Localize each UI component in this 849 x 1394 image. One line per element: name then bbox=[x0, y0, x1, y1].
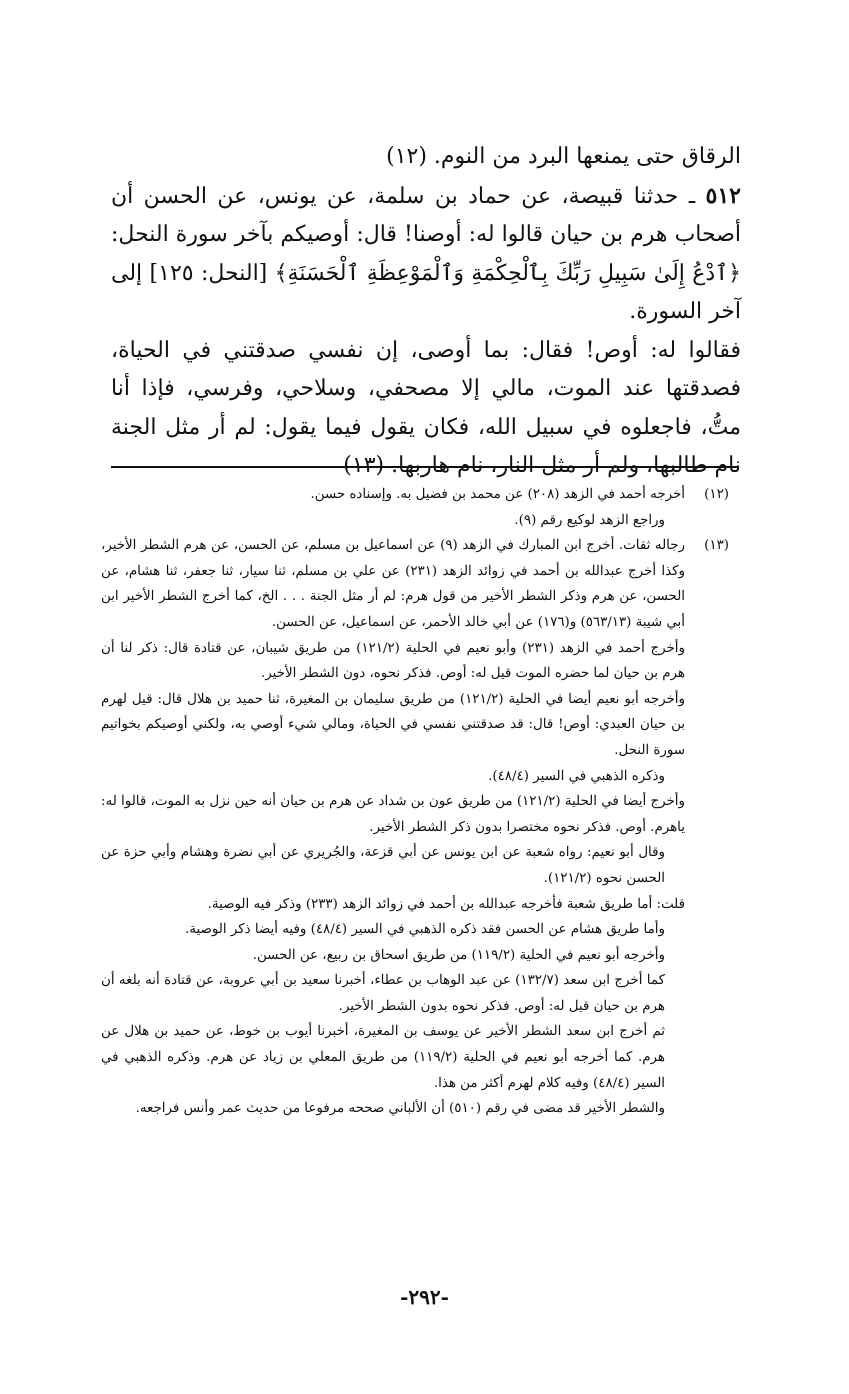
footnote-number: (١٢) bbox=[704, 487, 729, 502]
footnote-13 bbox=[101, 533, 729, 1122]
paragraph-3: فقالوا له: أوص! فقال: بما أوصى، إن نفسي صدقتني في الحياة، فصدقتها عند الموت، مالي إلا مصحفي، وسلاحي، وفرسي، فإذا أنا متُّ، فاجعلوه في سبيل الله، فكان يقول فيما يقول: لم أر مثل الجنة نام طالبها، ولم أر مثل النار، نام هاربها. (١٣) bbox=[111, 337, 741, 478]
footnote-para: وقال أبو نعيم: رواه شعبة عن ابن يونس عن أبي قزعة، والجُريري عن أبي نضرة وهشام وأبي حزة عن الحسن نحوه (١٢١/٢). bbox=[101, 845, 665, 886]
paragraph-512-text: ـ حدثنا قبيصة، عن حماد بن سلمة، عن يونس، عن الحسن أن أصحاب هرم بن حيان قالوا له: أوصنا! قال: أوصيكم بآخر سورة النحل: ﴿ٱدْعُ إِلَىٰ سَبِيلِ رَبِّكَ بِٱلْحِكْمَةِ وَٱلْمَوْعِظَةِ ٱلْحَسَنَةِ﴾ [النحل: ١٢٥] إلى آخر السورة. bbox=[111, 183, 742, 324]
footnote-separator bbox=[111, 466, 739, 468]
footnote-para: رجاله ثقات. أخرج ابن المبارك في الزهد (٩) عن اسماعيل بن مسلم، عن الحسن، عن هرم الشطر الأخير، وكذا أخرج عبدالله بن أحمد في زوائد الزهد (٢٣١) عن علي بن مسلم، ثنا سيار، ثنا جعفر، ثنا هشام، عن الحسن، عن هرم وذكر الشطر الأخير من قول هرم: لم أر مثل الجنة . . . الخ، كما أخرج الشطر الأخير ابن أبي شيبة (٥٦٣/١٣) و(١٧٦) عن أبي خالد الأحمر، عن اسماعيل، عن الحسن. bbox=[101, 538, 685, 630]
footnote-para: والشطر الأخير قد مضى في رقم (٥١٠) أن الألباني صححه مرفوعا من حديث عمر وأنس فراجعه. bbox=[135, 1101, 665, 1117]
main-text bbox=[111, 138, 741, 486]
footnote-para: وأخرجه أبو نعيم في الحلية (١١٩/٢) من طريق اسحاق بن ربيع، عن الحسن. bbox=[252, 947, 665, 963]
footnote-para: وراجع الزهد لوكيع رقم (٩). bbox=[514, 512, 665, 528]
footnote-para: وأخرجه أبو نعيم أيضا في الحلية (١٢١/٢) من طريق سليمان بن المغيرة، ثنا حميد بن هلال قال: قيل لهرم بن حيان العبدي: أوص! قال: قد صدقتني نفسي في الحياة، ومالي شيء أوصي به، ولكني أوصيكم بخواتيم سورة النحل. bbox=[101, 691, 685, 758]
footnote-para: كما أخرج ابن سعد (١٣٢/٧) عن عبد الوهاب بن عطاء، أخبرنا سعيد بن أبي عروبة، عن قتادة أنه بلغه أن هرم بن حيان قيل له: أوص. فذكر نحوه بدون الشطر الأخير. bbox=[101, 973, 666, 1014]
page-number: -٢٩٢- bbox=[400, 1285, 449, 1309]
footnote-para: ثم أخرج ابن سعد الشطر الأخير عن يوسف بن المغيرة، أخبرنا أيوب بن خوط، عن حميد بن هلال عن هرم. كما أخرجه أبو نعيم في الحلية (١١٩/٢) من طريق المعلي بن زياد عن هرم. وذكره الذهبي في السير (٤٨/٤) وفيه كلام لهرم أكثر من هذا. bbox=[101, 1024, 665, 1091]
footnote-para: وأخرج أحمد في الزهد (٢٣١) وأبو نعيم في الحلية (١٢١/٢) من طريق شيبان، عن قتادة قال: ذكر لنا أن هرم بن حيان لما حضره الموت قيل له: أوص. فذكر نحوه، دون الشطر الأخير. bbox=[101, 640, 685, 682]
footnote-para: وأما طريق هشام عن الحسن فقد ذكره الذهبي في السير (٤٨/٤) وفيه أيضا ذكر الوصية. bbox=[185, 922, 665, 938]
hadith-number: ٥١٢ bbox=[705, 182, 741, 209]
footnote-12 bbox=[101, 482, 729, 533]
paragraph-512 bbox=[111, 177, 741, 332]
footnote-para: أخرجه أحمد في الزهد (٢٠٨) عن محمد بن فضيل به. وإسناده حسن. bbox=[310, 487, 685, 502]
paragraph-1: الرقاق حتى يمنعها البرد من النوم. (١٢) bbox=[386, 144, 741, 169]
footnote-number: (١٣) bbox=[704, 538, 729, 554]
footnote-para: وذكره الذهبي في السير (٤٨/٤). bbox=[488, 768, 665, 784]
footnote-para: قلت: أما طريق شعبة فأخرجه عبدالله بن أحمد في زوائد الزهد (٢٣٣) وذكر فيه الوصية. bbox=[207, 896, 685, 912]
footnote-para: وأخرج أيضا في الحلية (١٢١/٢) من طريق عون بن شداد عن هرم بن حيان أنه حين نزل به الموت، قالوا له: ياهرم. أوص. فذكر نحوه مختصرا بدون ذكر الشطر الأخير. bbox=[101, 794, 685, 835]
footnotes bbox=[101, 482, 729, 1122]
